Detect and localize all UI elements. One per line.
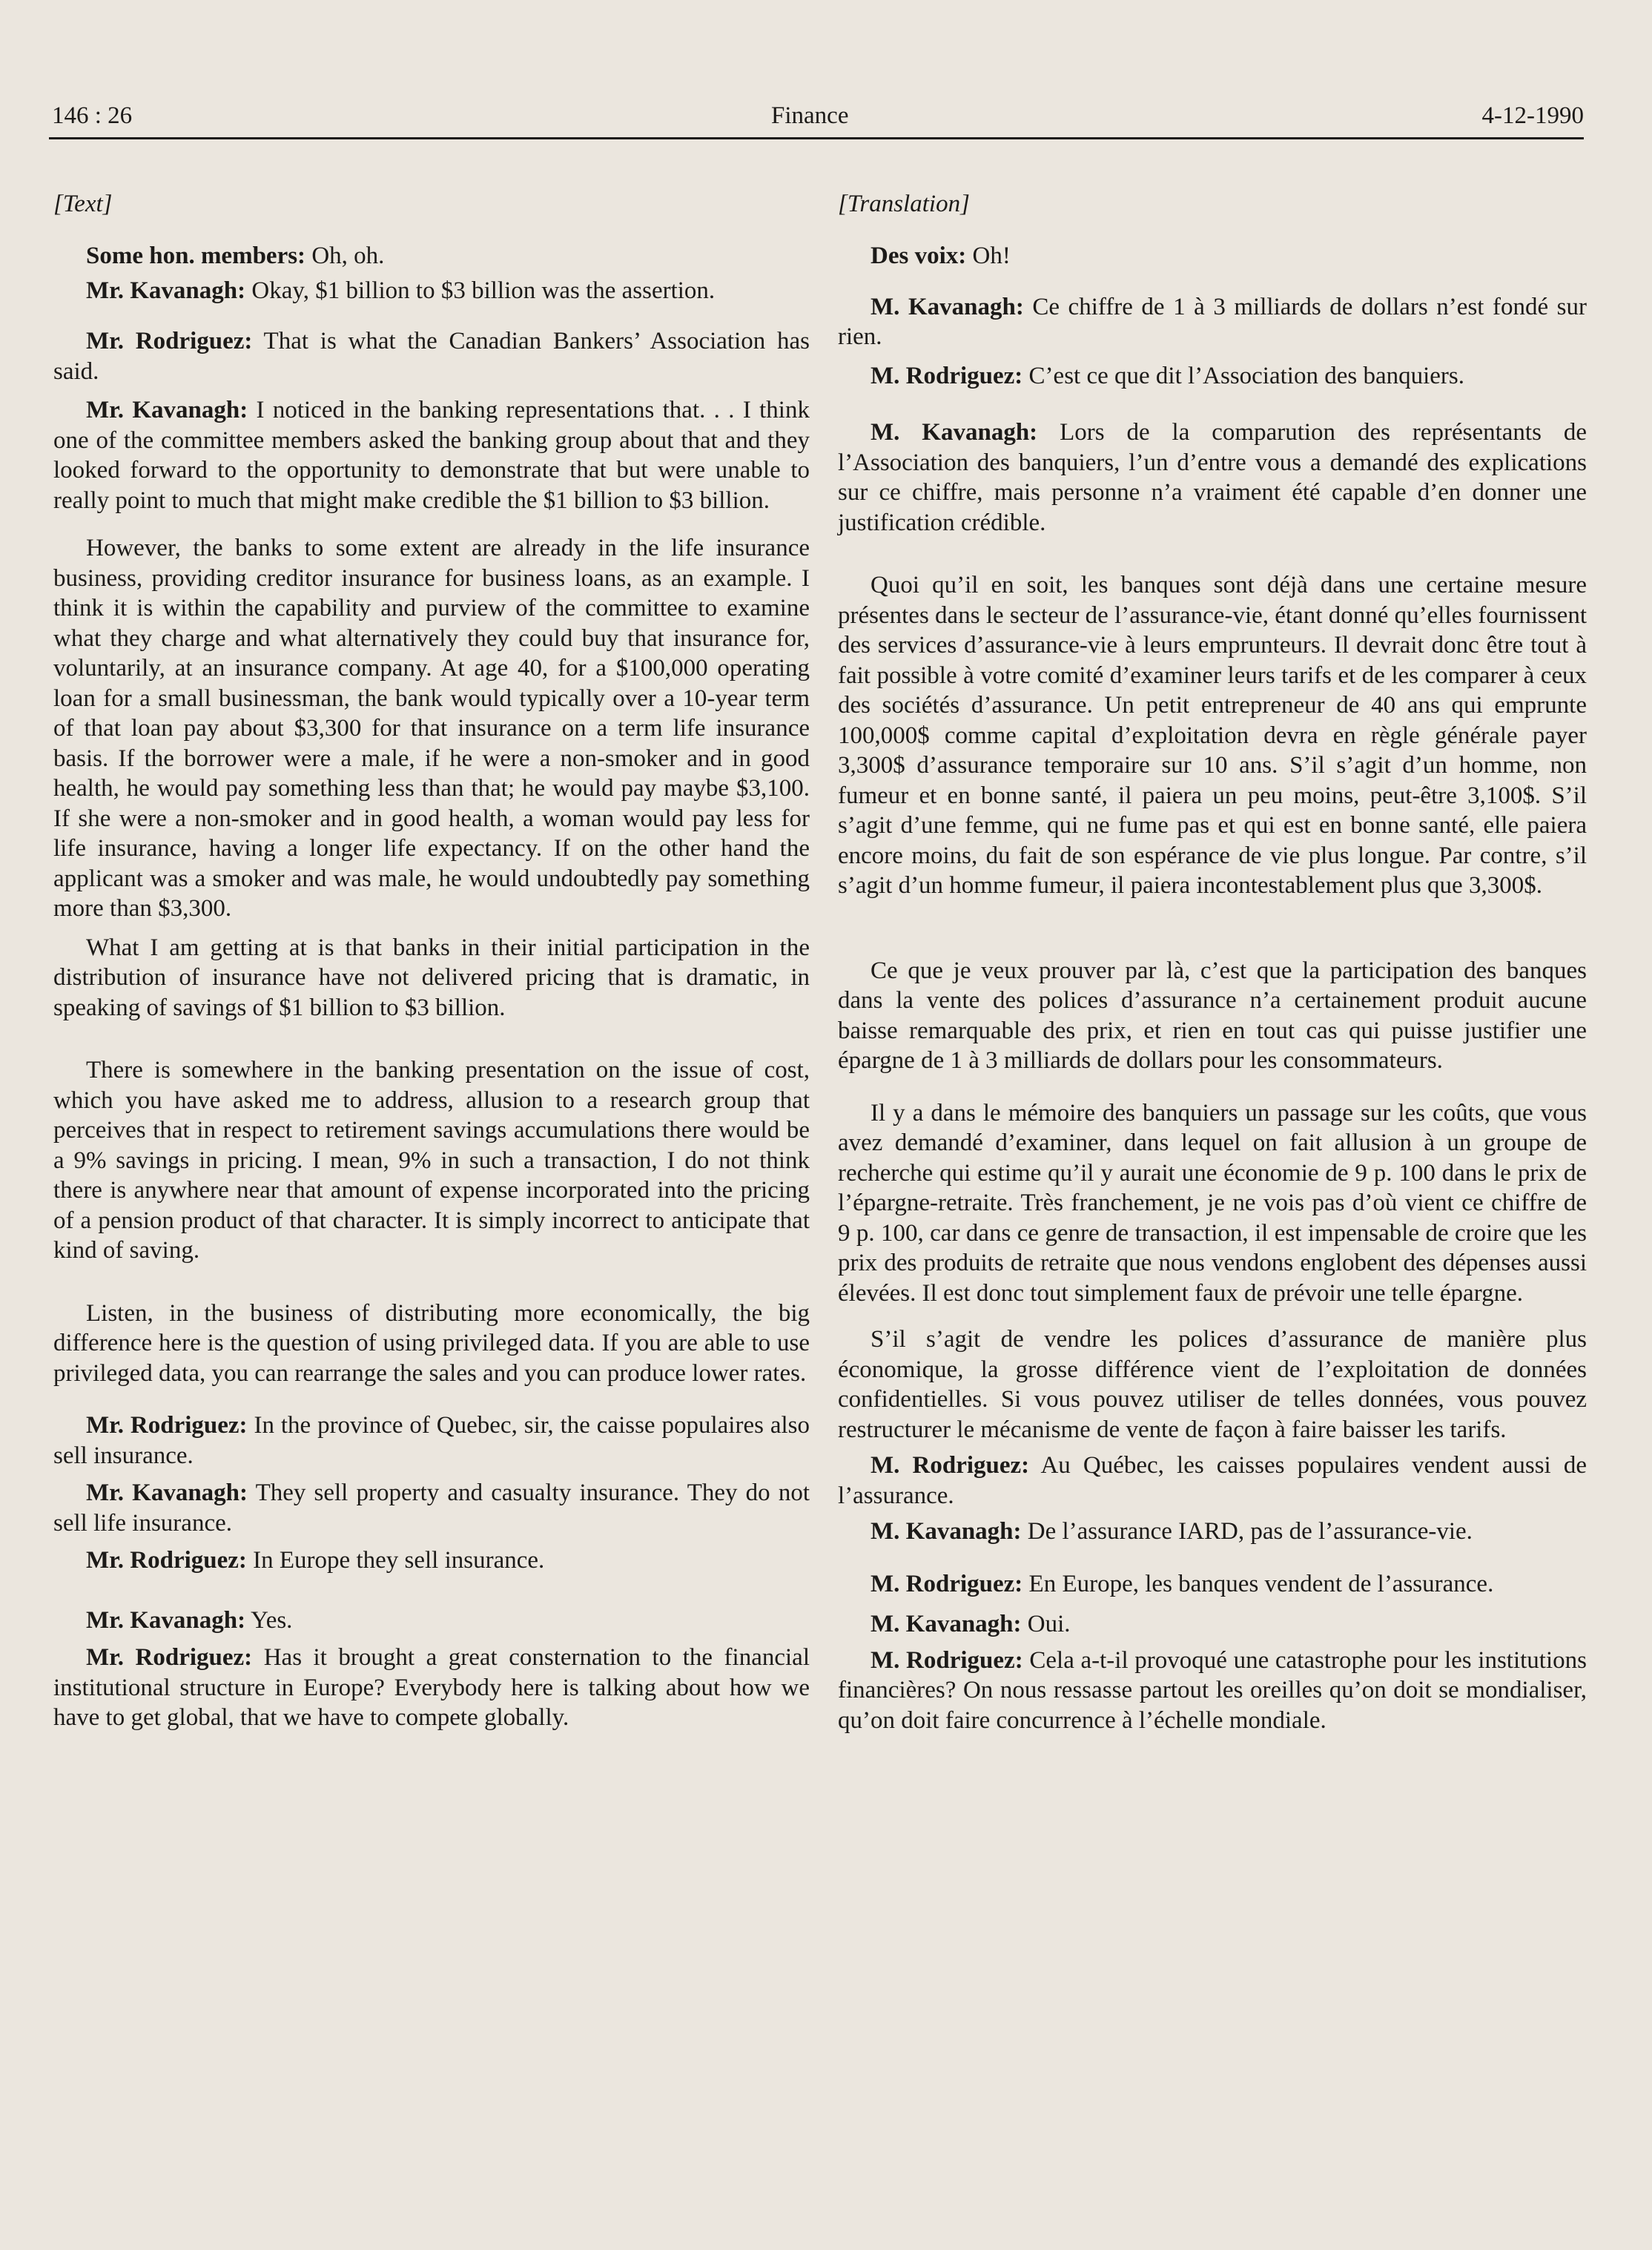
paragraph — [53, 1478, 810, 1538]
paragraph-text: Il y a dans le mémoire des banquiers un passage sur les coûts, que vous avez demandé d’examiner, dans lequel on fait allusion à un groupe de recherche qui estime qu’il y aurait une économie de 9 p. 100 dans le prix de l’épargne-retraite. Très franchement, je ne vois pas d’où vient ce chiffre de 9 p. 100, car dans ce genre de transaction, il est impensable de croire que les prix des produits de retraite que nous vendons englobent des dépenses aussi élevées. Il est donc tout simplement faux de prévoir une telle épargne. — [838, 1099, 1587, 1307]
paragraph — [53, 1606, 810, 1636]
speaker-name: M. Rodriguez: — [870, 1452, 1030, 1479]
paragraph-text: What I am getting at is that banks in their initial participation in the distribution of insurance have not delivered pricing that is dramatic, in speaking of savings of $1 billion to $3 billion. — [53, 934, 810, 1021]
speaker-name: M. Kavanagh: — [870, 419, 1038, 446]
speaker-name: Mr. Kavanagh: — [86, 1606, 246, 1634]
paragraph-text: Ce chiffre de 1 à 3 milliards de dollars n’est fondé sur rien. — [838, 293, 1587, 350]
speaker-name: M. Rodriguez: — [870, 1570, 1023, 1597]
speaker-name: Mr. Rodriguez: — [86, 1644, 253, 1671]
paragraph — [838, 361, 1587, 392]
paragraph-text: En Europe, les banques vendent de l’assurance. — [1022, 1570, 1494, 1597]
paragraph — [53, 395, 810, 515]
paragraph — [53, 1055, 810, 1266]
speaker-name: M. Kavanagh: — [870, 1518, 1022, 1545]
paragraph-text: That is what the Canadian Bankers’ Association has said. — [53, 328, 810, 385]
speaker-name: Mr. Kavanagh: — [86, 397, 248, 423]
paragraph — [838, 1609, 1587, 1640]
paragraph — [838, 570, 1587, 901]
header-rule — [49, 137, 1584, 139]
paragraph-text: Oh, oh. — [305, 243, 385, 269]
paragraph — [838, 418, 1587, 538]
paragraph-text: Cela a-t-il provoqué une catastrophe pour les institutions financières? On nous ressasse partout les oreilles qu’on doit se mondialiser, qu’on doit faire concurrence à l’échelle mondiale. — [838, 1646, 1587, 1734]
paragraph-text: Ce que je veux prouver par là, c’est que la participation des banques dans la vente des polices d’assurance n’a certainement produit aucune baisse remarquable des prix, et rien en tout cas qui puisse justifier une épargne de 1 à 3 milliards de dollars pour les consommateurs. — [838, 957, 1587, 1074]
speaker-name: Des voix: — [870, 243, 967, 269]
paragraph-text: They sell property and casualty insurance. They do not sell life insurance. — [53, 1479, 810, 1537]
speaker-name: Mr. Rodriguez: — [86, 328, 253, 354]
paragraph — [838, 241, 1587, 271]
speaker-name: M. Kavanagh: — [870, 1611, 1022, 1637]
speaker-name: M. Rodriguez: — [870, 1646, 1023, 1674]
sitting-date: 4-12-1990 — [1481, 102, 1584, 129]
paragraph-text: In Europe they sell insurance. — [246, 1547, 545, 1574]
column-label: [Translation] — [838, 191, 970, 217]
paragraph — [53, 276, 810, 306]
paragraph — [838, 956, 1587, 1076]
paragraph-text: Au Québec, les caisses populaires vendent aussi de l’assurance. — [838, 1452, 1587, 1509]
paragraph — [838, 1324, 1587, 1445]
paragraph — [53, 1643, 810, 1733]
paragraph — [838, 292, 1587, 352]
paragraph-text: De l’assurance IARD, pas de l’assurance-vie. — [1021, 1518, 1473, 1545]
paragraph-text: Lors de la comparution des représentants de l’Association des banquiers, l’un d’entre vous a demandé des explications sur ce chiffre, mais personne n’a vraiment été capable d’en donner une justification crédible. — [838, 419, 1587, 536]
paragraph-text: I noticed in the banking representations that. . . I think one of the committee members asked the banking group about that and they looked forward to the opportunity to demonstrate that but were unable to really point to much that might make credible the $1 billion to $3 billion. — [53, 397, 810, 514]
paragraph — [838, 1646, 1587, 1736]
paragraph-text: However, the banks to some extent are already in the life insurance business, providing creditor insurance for business loans, as an example. I think it is within the capability and purview of the committee to examine what they charge and what alternatively they could buy that insurance for, voluntarily, at an insurance company. At age 40, for a $100,000 operating loan for a small businessman, the bank would typically over a 10-year term of that loan pay about $3,300 for that insurance on a term life insurance basis. If the borrower were a male, if he were a non-smoker and in good health, he would pay something less than that; he would pay maybe $3,100. If she were a non-smoker and in good health, a woman would pay less for life insurance, having a longer life expectancy. If on the other hand the applicant was a smoker and was male, he would undoubtedly pay something more than $3,300. — [53, 535, 810, 922]
paragraph — [53, 1411, 810, 1471]
paragraph-text: S’il s’agit de vendre les polices d’assurance de manière plus économique, la grosse différence vient de l’exploitation de données confidentielles. Si vous pouvez utiliser de telles données, vous pouvez restructurer le mécanisme de vente de façon à faire baisser les tarifs. — [838, 1326, 1587, 1443]
committee-title: Finance — [771, 102, 849, 129]
paragraph — [53, 241, 810, 271]
paragraph-text: C’est ce que dit l’Association des banquiers. — [1022, 362, 1464, 389]
paragraph — [53, 326, 810, 386]
paragraph-text: Listen, in the business of distributing more economically, the big difference here is the question of using privileged data. If you are able to use privileged data, you can rearrange the sales and you can produce lower rates. — [53, 1299, 810, 1387]
paragraph — [53, 533, 810, 924]
paragraph — [53, 1545, 810, 1576]
paragraph-text: Yes. — [245, 1606, 293, 1634]
speaker-name: Mr. Kavanagh: — [86, 277, 246, 304]
speaker-name: Some hon. members: — [86, 243, 306, 269]
paragraph-text: Quoi qu’il en soit, les banques sont déjà dans une certaine mesure présentes dans le secteur de l’assurance-vie, étant donné qu’elles fournissent des services d’assurance-vie à leurs emprunteurs. Il devrait donc être tout à fait possible à votre comité d’examiner leurs tarifs et de les comparer à ceux des sociétés d’assurance. Un petit entrepreneur de 40 ans qui emprunte 100,000$ comme capital d’exploitation devra en règle générale payer 3,300$ d’assurance temporaire sur 10 ans. S’il s’agit d’un homme, non fumeur et en bonne santé, il paiera un peu moins, peut-être 3,100$. S’il s’agit d’une femme, qui ne fume pas et qui est en bonne santé, elle paiera encore moins, du fait de son espérance de vie plus longue. Par contre, s’il s’agit d’un homme fumeur, il paiera incontestablement plus que 3,300$. — [838, 572, 1587, 899]
english-column — [53, 189, 810, 1733]
paragraph — [838, 1569, 1587, 1600]
paragraph — [53, 1299, 810, 1389]
speaker-name: Mr. Kavanagh: — [86, 1479, 248, 1506]
paragraph-text: Okay, $1 billion to $3 billion was the assertion. — [245, 277, 716, 304]
paragraph — [838, 1517, 1587, 1547]
paragraph-text: In the province of Quebec, sir, the caisse populaires also sell insurance. — [53, 1412, 810, 1469]
paragraph — [838, 1451, 1587, 1511]
paragraph-text: Has it brought a great consternation to the financial institutional structure in Europe? Everybody here is talking about how we have to get global, that we have to compete globally. — [53, 1644, 810, 1731]
paragraph-text: There is somewhere in the banking presentation on the issue of cost, which you have asked me to address, allusion to a research group that perceives that in respect to retirement savings accumulations there would be a 9% savings in pricing. I mean, 9% in such a transaction, I do not think there is anywhere near that amount of expense incorporated into the pricing of a pension product of that character. It is simply incorrect to anticipate that kind of saving. — [53, 1057, 810, 1264]
speaker-name: M. Kavanagh: — [870, 293, 1024, 320]
page-number: 146 : 26 — [52, 102, 133, 129]
speaker-name: Mr. Rodriguez: — [86, 1412, 248, 1439]
paragraph — [838, 1098, 1587, 1309]
paragraph — [53, 933, 810, 1023]
paragraph-text: Oh! — [966, 243, 1011, 269]
speaker-name: Mr. Rodriguez: — [86, 1547, 247, 1574]
french-column — [838, 189, 1587, 1735]
speaker-name: M. Rodriguez: — [870, 362, 1023, 389]
paragraph-text: Oui. — [1021, 1611, 1071, 1637]
column-label: [Text] — [53, 191, 113, 217]
